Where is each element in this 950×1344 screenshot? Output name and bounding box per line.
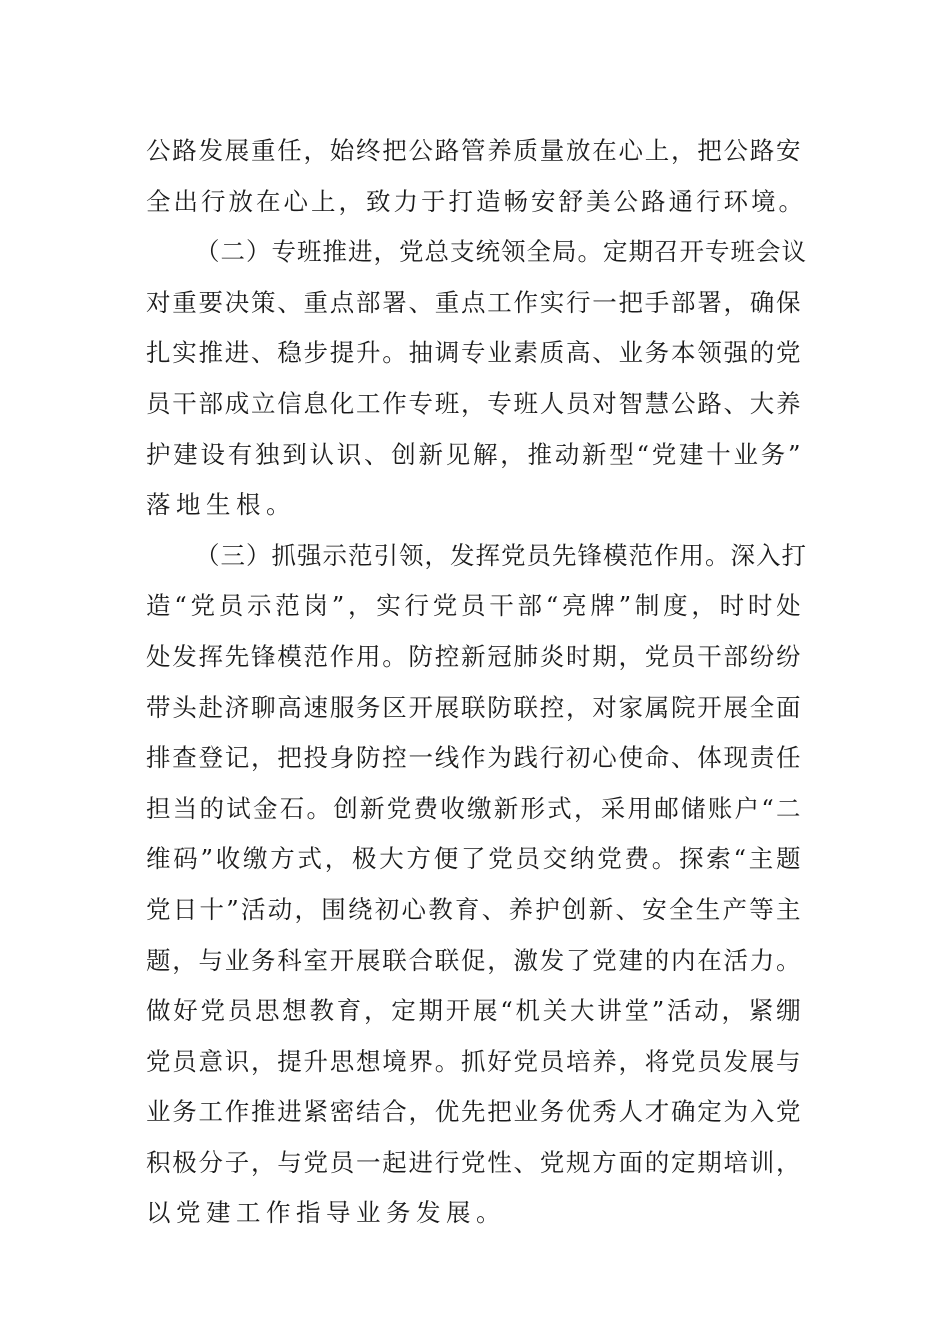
text-line: 造“党员示范岗”，实行党员干部“亮牌”制度，时时处: [146, 591, 805, 621]
text-line: 落地生根。: [146, 490, 296, 520]
text-line: 党员意识，提升思想境界。抓好党员培养，将党员发展与: [146, 1046, 803, 1076]
section-heading-line: （二）专班推进，党总支统领全局。定期召开专班会议: [195, 237, 807, 267]
text-line: 积极分子，与党员一起进行党性、党规方面的定期培训，: [146, 1147, 803, 1177]
text-line: 公路发展重任，始终把公路管养质量放在心上，把公路安: [146, 136, 803, 165]
text-line: 党日十”活动，围绕初心教育、养护创新、安全生产等主: [146, 894, 803, 924]
text-line: 对重要决策、重点部署、重点工作实行一把手部署，确保: [146, 287, 803, 317]
text-line: 带头赴济聊高速服务区开展联防联控，对家属院开展全面: [146, 692, 803, 722]
text-line: 护建设有独到认识、创新见解，推动新型“党建十业务”: [146, 439, 804, 469]
text-line: 员干部成立信息化工作专班，专班人员对智慧公路、大养: [146, 388, 803, 418]
body-text: [146, 126, 806, 1239]
text-line: 以党建工作指导业务发展。: [146, 1198, 506, 1228]
text-line: 全出行放在心上，致力于打造畅安舒美公路通行环境。: [146, 186, 806, 216]
text-line: 处发挥先锋模范作用。防控新冠肺炎时期，党员干部纷纷: [146, 641, 803, 671]
text-line: 扎实推进、稳步提升。抽调专业素质高、业务本领强的党: [146, 338, 803, 368]
text-line: 做好党员思想教育，定期开展“机关大讲堂”活动，紧绷: [146, 996, 804, 1026]
text-line: 业务工作推进紧密结合，优先把业务优秀人才确定为入党: [146, 1097, 803, 1127]
text-line: 维码”收缴方式，极大方便了党员交纳党费。探索“主题: [146, 844, 804, 874]
section-heading-line: （三）抓强示范引领，发挥党员先锋模范作用。深入打: [195, 540, 807, 570]
text-line: 担当的试金石。创新党费收缴新形式，采用邮储账户“二: [146, 793, 803, 823]
text-line: 题，与业务科室开展联合联促，激发了党建的内在活力。: [146, 945, 803, 975]
text-line: 排查登记，把投身防控一线作为践行初心使命、体现责任: [146, 743, 803, 773]
